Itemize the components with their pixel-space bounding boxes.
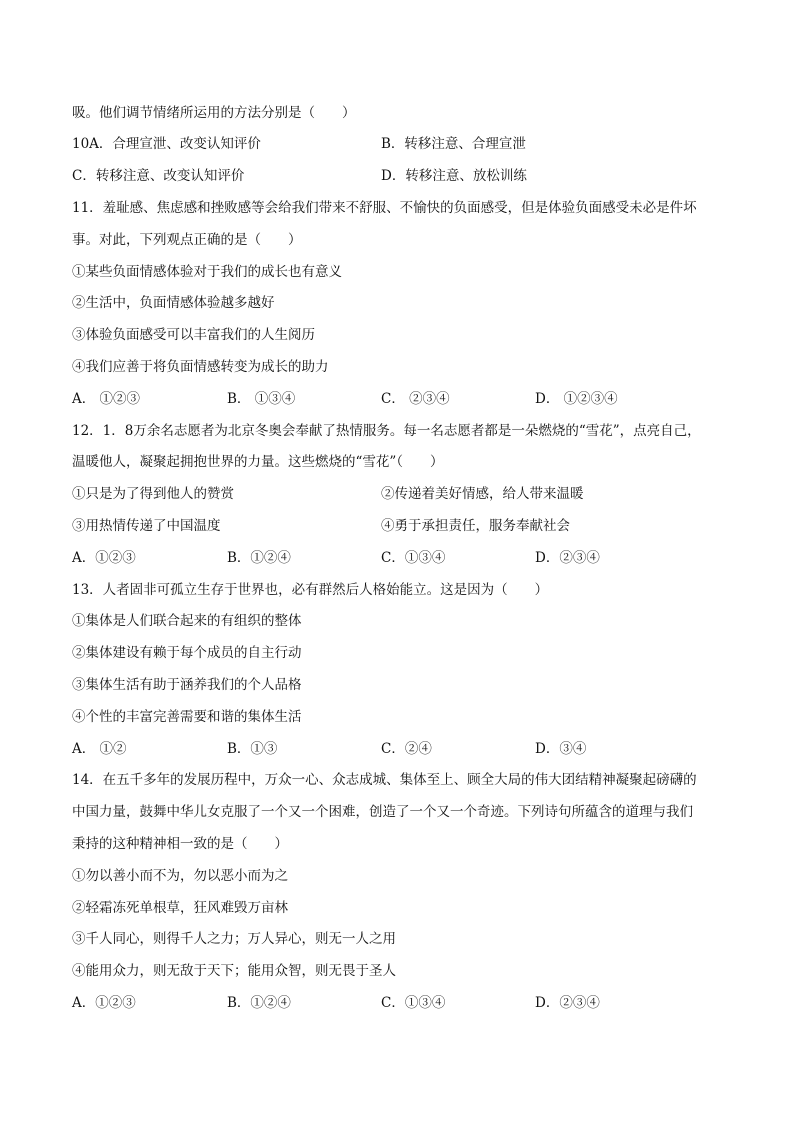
q11-statement-2: ②生活中，负面情感体验越多越好	[72, 295, 275, 311]
q14-statement-4: ④能用众力，则无敌于天下；能用众智，则无畏于圣人	[72, 963, 396, 979]
q11-option-c: C． ②③④	[381, 391, 450, 407]
q14-statement-2: ②轻霜冻死单根草，狂风难毁万亩林	[72, 900, 288, 916]
q13-statement-4: ④个性的丰富完善需要和谐的集体生活	[72, 709, 302, 725]
q11-stem-line-2: 事。对此，下列观点正确的是（ ）	[72, 232, 302, 248]
q14-option-c: C．①③④	[381, 995, 446, 1011]
q10-option-b: B．转移注意、合理宣泄	[381, 136, 526, 152]
q12-option-d: D．②③④	[535, 550, 600, 566]
q12-stem-line-1: 12．1．8万余名志愿者为北京冬奥会奉献了热情服务。每一名志愿者都是一朵燃烧的“雪花”，点亮自己，	[72, 423, 701, 439]
q12-option-b: B．①②④	[227, 550, 291, 566]
q10-option-a: 10A．合理宣泄、改变认知评价	[72, 136, 261, 152]
q14-option-d: D．②③④	[535, 995, 600, 1011]
q14-stem-line-2: 中国力量，鼓舞中华儿女克服了一个又一个困难，创造了一个又一个奇迹。下列诗句所蕴含的道理与我们	[72, 804, 693, 820]
q11-statement-3: ③体验负面感受可以丰富我们的人生阅历	[72, 327, 315, 343]
q14-stem-line-3: 秉持的这种精神相一致的是（ ）	[72, 836, 288, 852]
q14-statement-3: ③千人同心，则得千人之力；万人异心，则无一人之用	[72, 931, 396, 947]
q12-stem-line-2: 温暖他人，凝聚起拥抱世界的力量。这些燃烧的“雪花”（ ）	[72, 454, 444, 470]
intro-text: 吸。他们调节情绪所运用的方法分别是（ ）	[72, 105, 356, 121]
q13-statement-1: ①集体是人们联合起来的有组织的整体	[72, 613, 302, 629]
q12-statement-4: ④勇于承担责任，服务奉献社会	[381, 518, 570, 534]
q11-statement-1: ①某些负面情感体验对于我们的成长也有意义	[72, 264, 342, 280]
q13-statement-3: ③集体生活有助于涵养我们的个人品格	[72, 677, 302, 693]
q11-option-a: A． ①②③	[72, 391, 141, 407]
q13-option-a: A． ①②	[72, 741, 127, 757]
q12-statement-1: ①只是为了得到他人的赞赏	[72, 486, 234, 502]
q11-option-d: D． ①②③④	[535, 391, 618, 407]
q12-statement-3: ③用热情传递了中国温度	[72, 518, 221, 534]
q14-option-b: B．①②④	[227, 995, 291, 1011]
q11-option-b: B． ①③④	[227, 391, 296, 407]
q10-option-d: D．转移注意、放松训练	[381, 168, 527, 184]
q13-stem-line-1: 13．人者固非可孤立生存于世界也，必有群然后人格始能立。这是因为（ ）	[72, 582, 549, 598]
q10-option-c: C．转移注意、改变认知评价	[72, 168, 245, 184]
q11-stem-line-1: 11．羞耻感、焦虑感和挫败感等会给我们带来不舒服、不愉快的负面感受，但是体验负面感受未必是件坏	[72, 200, 697, 216]
q14-statement-1: ①勿以善小而不为，勿以恶小而为之	[72, 868, 288, 884]
q13-statement-2: ②集体建设有赖于每个成员的自主行动	[72, 645, 302, 661]
q12-option-a: A．①②③	[72, 550, 136, 566]
q14-option-a: A．①②③	[72, 995, 136, 1011]
q12-statement-2: ②传递着美好情感，给人带来温暖	[381, 486, 584, 502]
q13-option-c: C．②④	[381, 741, 432, 757]
q13-option-b: B．①③	[227, 741, 278, 757]
q14-stem-line-1: 14．在五千多年的发展历程中，万众一心、众志成城、集体至上、顾全大局的伟大团结精神凝聚起磅礴的	[72, 772, 697, 788]
q11-statement-4: ④我们应善于将负面情感转变为成长的助力	[72, 359, 329, 375]
q13-option-d: D．③④	[535, 741, 587, 757]
q12-option-c: C．①③④	[381, 550, 446, 566]
